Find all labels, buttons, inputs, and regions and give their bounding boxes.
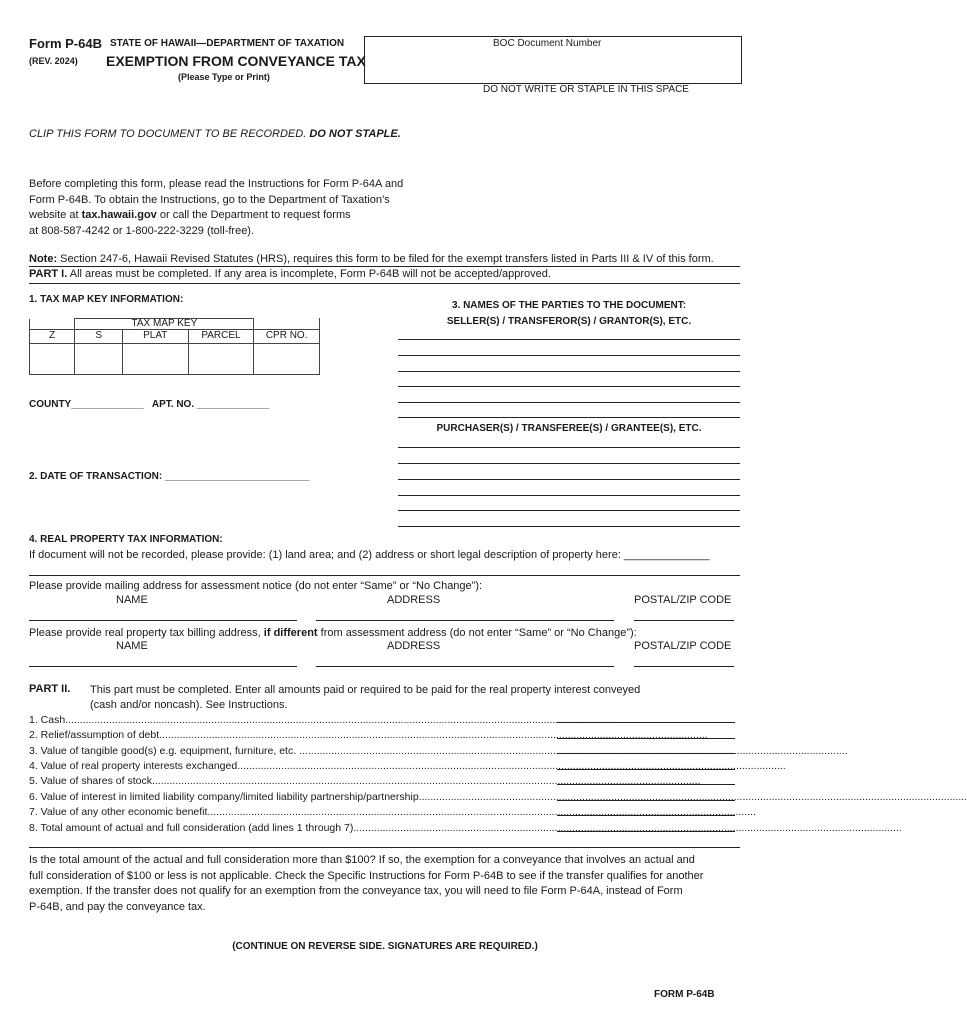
cash-amount-field[interactable] xyxy=(557,722,735,723)
billing-instruction: Please provide real property tax billing address, if different from assessment address (do not enter “Same” or “No Change”): xyxy=(29,627,637,639)
intro-line: website at tax.hawaii.gov or call the Department to request forms xyxy=(29,209,351,221)
rpt-line1: If document will not be recorded, please provide: (1) land area; and (2) address or short legal description of property here: ______________ xyxy=(29,549,710,561)
tmk-plat-input[interactable] xyxy=(122,344,188,375)
exchanged-amount-field[interactable] xyxy=(557,769,735,770)
purchaser-heading: PURCHASER(S) / TRANSFEREE(S) / GRANTEE(S), ETC. xyxy=(436,423,702,434)
billing-name-field[interactable] xyxy=(29,666,297,667)
revision: (REV. 2024) xyxy=(29,56,78,66)
note-text: Section 247-6, Hawaii Revised Statutes (HRS), requires this form to be filed for the exempt transfers listed in Parts III & IV of this form. xyxy=(57,253,714,265)
date-label: 2. DATE OF TRANSACTION: xyxy=(29,471,163,482)
intro-line: Before completing this form, please read the Instructions for Form P-64A and xyxy=(29,178,404,190)
purchaser-line[interactable] xyxy=(398,463,740,464)
billing-col-zip: POSTAL/ZIP CODE xyxy=(634,640,732,652)
note-line xyxy=(29,253,714,265)
mailing-address-field[interactable] xyxy=(316,620,614,621)
line-item-debt: 2. Relief/assumption of debt............................................................................................................................................................................................ xyxy=(29,729,708,741)
tmk-col-parcel: PARCEL xyxy=(188,330,254,344)
tangible-amount-field[interactable] xyxy=(557,753,735,754)
agency: STATE OF HAWAII—DEPARTMENT OF TAXATION xyxy=(110,38,345,49)
seller-line[interactable] xyxy=(398,339,740,340)
billing-col-name: NAME xyxy=(116,640,148,652)
apt-label: APT. NO. xyxy=(151,399,195,410)
mailing-name-field[interactable] xyxy=(29,620,297,621)
clip-notice-text: CLIP THIS FORM TO DOCUMENT TO BE RECORDED. xyxy=(29,128,310,140)
divider xyxy=(29,847,740,848)
seller-line[interactable] xyxy=(398,386,740,387)
rpt-heading: 4. REAL PROPERTY TAX INFORMATION: xyxy=(29,534,223,545)
other-amount-field[interactable] xyxy=(557,815,735,816)
tmk-cpr-input[interactable] xyxy=(254,344,320,375)
intro-line: at 808-587-4242 or 1-800-222-3229 (toll-free). xyxy=(29,224,255,237)
line-item-stock: 5. Value of shares of stock............................................................................................................................................................................................ xyxy=(29,775,701,787)
rpt-land-line[interactable] xyxy=(29,575,740,576)
tmk-col-s: S xyxy=(75,330,122,344)
seller-line[interactable] xyxy=(398,371,740,372)
tmk-z-input[interactable] xyxy=(30,344,75,375)
purchaser-line[interactable] xyxy=(398,495,740,496)
line-item-total: 8. Total amount of actual and full consideration (add lines 1 through 7)............................................................................................................................................................................................ xyxy=(29,822,902,834)
purchaser-line[interactable] xyxy=(398,447,740,448)
part1-line xyxy=(29,268,551,280)
subtitle: (Please Type or Print) xyxy=(178,72,270,82)
stock-amount-field[interactable] xyxy=(557,784,735,785)
date-field[interactable]: __________________________ xyxy=(164,471,310,482)
tmk-group-label: TAX MAP KEY xyxy=(75,319,254,330)
purchaser-line[interactable] xyxy=(398,510,740,511)
seller-line[interactable] xyxy=(398,417,740,418)
purchaser-line[interactable] xyxy=(398,526,740,527)
tmk-heading: 1. TAX MAP KEY INFORMATION: xyxy=(29,294,184,305)
boc-document-number-box[interactable] xyxy=(364,36,742,84)
website-link[interactable]: tax.hawaii.gov xyxy=(81,209,157,221)
tmk-parcel-input[interactable] xyxy=(188,344,254,375)
clip-notice-bold: DO NOT STAPLE. xyxy=(309,128,401,140)
mailing-col-address: ADDRESS xyxy=(387,594,441,606)
mailing-instruction: Please provide mailing address for assessment notice (do not enter “Same” or “No Change”): xyxy=(29,580,483,592)
clip-notice xyxy=(29,128,401,140)
intro-paragraph xyxy=(29,177,403,239)
mailing-col-name: NAME xyxy=(116,594,148,606)
tmk-s-input[interactable] xyxy=(75,344,122,375)
divider xyxy=(29,266,740,267)
part1-label: PART I. xyxy=(29,268,68,280)
mailing-zip-field[interactable] xyxy=(634,620,734,621)
line-item-tangible: 3. Value of tangible good(s) e.g. equipment, furniture, etc. ............................................................................................................................................................................................ xyxy=(29,745,848,757)
question-paragraph: Is the total amount of the actual and full consideration more than $100? If so, the exemption for a conveyance that involves an actual and full consideration of $100 or less is not applicable. Check the Specific Instructions for Form P-64B to see if the transfer qualifies for another exemption. If the transfer does not qualify for an exemption from the conveyance tax, you will need to file Form P-64A, instead of Form P-64B, and pay the conveyance tax. xyxy=(29,854,704,913)
note-label: Note: xyxy=(29,253,58,265)
county-label: COUNTY xyxy=(29,399,72,410)
form-title: EXEMPTION FROM CONVEYANCE TAX xyxy=(106,53,366,69)
tmk-col-plat: PLAT xyxy=(122,330,188,344)
line-item-other: 7. Value of any other economic benefit............................................................................................................................................................................................ xyxy=(29,806,756,818)
purchaser-line[interactable] xyxy=(398,479,740,480)
parties-heading: 3. NAMES OF THE PARTIES TO THE DOCUMENT: SELLER(S) / TRANSFEROR(S) / GRANTOR(S), ETC. xyxy=(446,300,692,327)
line-item-cash: 1. Cash............................................................................................................................................................................................ xyxy=(29,714,614,726)
seller-line[interactable] xyxy=(398,355,740,356)
intro-line: Form P-64B. To obtain the Instructions, go to the Department of Taxation’s xyxy=(29,193,390,206)
tmk-col-z: Z xyxy=(30,330,75,344)
date-line xyxy=(29,471,310,482)
divider xyxy=(29,283,740,284)
continue-notice: (CONTINUE ON REVERSE SIDE. SIGNATURES ARE REQUIRED.) xyxy=(232,941,538,952)
total-amount-field[interactable] xyxy=(557,831,735,832)
line-item-llc: 6. Value of interest in limited liability company/limited liability partnership/partnership............................................................................................................................................................................................ xyxy=(29,791,967,803)
boc-label: BOC Document Number xyxy=(493,38,602,49)
billing-address-field[interactable] xyxy=(316,666,614,667)
part2-label: PART II. xyxy=(29,683,71,695)
line-item-exchanged: 4. Value of real property interests exchanged............................................................................................................................................................................................ xyxy=(29,760,786,772)
form-id: Form P-64B xyxy=(29,36,102,51)
tmk-col-cpr: CPR NO. xyxy=(254,330,320,344)
tmk-table xyxy=(29,318,320,375)
footer-form-id: FORM P-64B xyxy=(654,989,715,1000)
billing-col-address: ADDRESS xyxy=(387,640,441,652)
llc-amount-field[interactable] xyxy=(557,800,735,801)
county-apt-line xyxy=(29,399,269,410)
part2-text: This part must be completed. Enter all amounts paid or required to be paid for the real property interest conveyed (cash and/or noncash). See Instructions. xyxy=(90,684,641,711)
county-field[interactable]: _____________ xyxy=(71,399,144,410)
billing-zip-field[interactable] xyxy=(634,666,734,667)
mailing-col-zip: POSTAL/ZIP CODE xyxy=(634,594,732,606)
seller-line[interactable] xyxy=(398,402,740,403)
part1-text: All areas must be completed. If any area is incomplete, Form P-64B will not be accepted/approved. xyxy=(67,268,551,280)
debt-amount-field[interactable] xyxy=(557,738,735,739)
apt-field[interactable]: _____________ xyxy=(196,399,270,410)
do-not-write-notice: DO NOT WRITE OR STAPLE IN THIS SPACE xyxy=(483,84,689,95)
